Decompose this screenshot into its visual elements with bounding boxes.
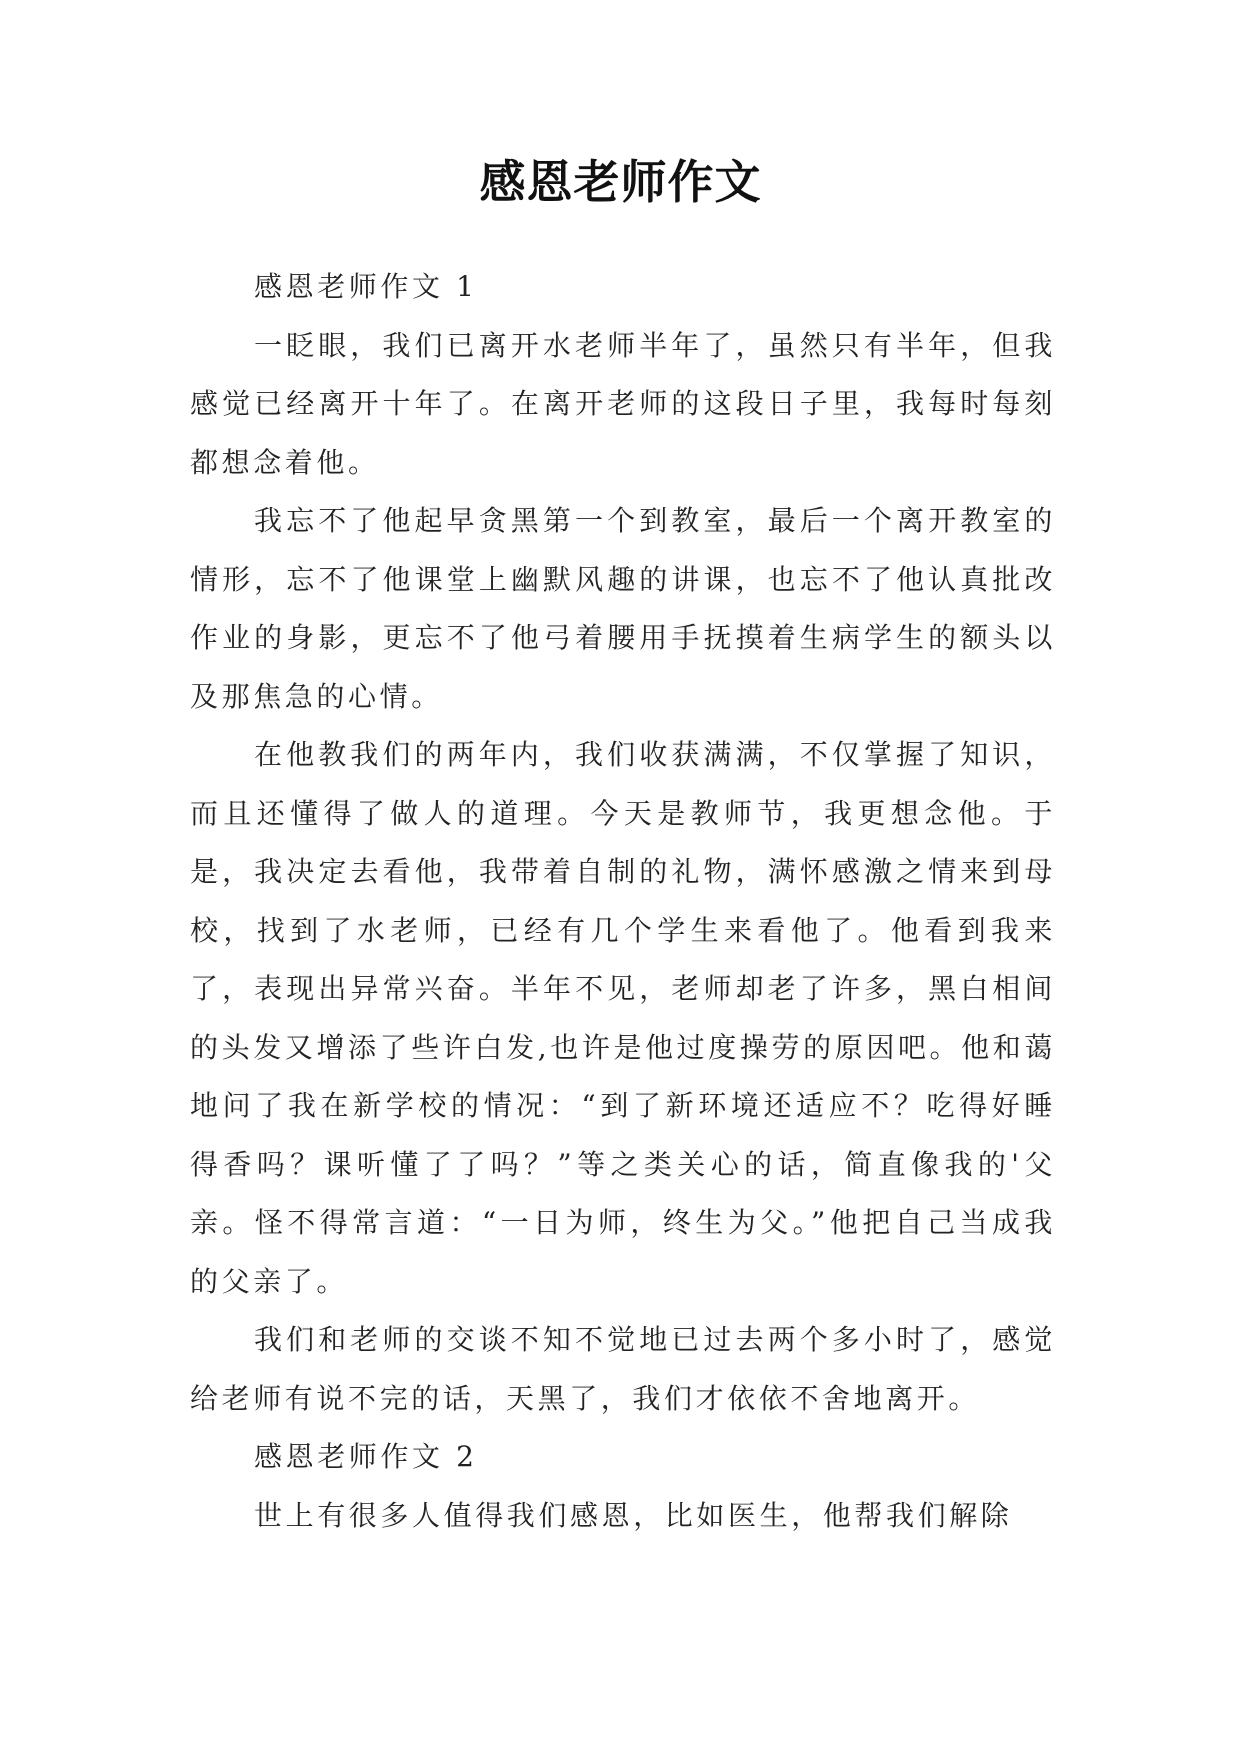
paragraph-4: 我们和老师的交谈不知不觉地已过去两个多小时了，感觉给老师有说不完的话，天黑了，我们才依依不舍地离开。 bbox=[190, 1323, 1056, 1415]
document-title: 感恩老师作文 bbox=[479, 155, 762, 209]
document-body bbox=[190, 258, 1056, 1545]
paragraph-1: 一眨眼，我们已离开水老师半年了，虽然只有半年，但我感觉已经离开十年了。在离开老师的这段日子里，我每时每刻都想念着他。 bbox=[190, 328, 1056, 479]
section-heading-1: 感恩老师作文 1 bbox=[254, 270, 478, 303]
paragraph-5: 世上有很多人值得我们感恩，比如医生，他帮我们解除 bbox=[254, 1498, 1013, 1532]
section-heading-2: 感恩老师作文 2 bbox=[254, 1440, 478, 1473]
paragraph-3: 在他教我们的两年内，我们收获满满，不仅掌握了知识，而且还懂得了做人的道理。今天是教师节，我更想念他。于是，我决定去看他，我带着自制的礼物，满怀感激之情来到母校，找到了水老师，已经有几个学生来看他了。他看到我来了，表现出异常兴奋。半年不见，老师却老了许多，黑白相间的头发又增添了些许白发,也许是他过度操劳的原因吧。他和蔼地问了我在新学校的情况：“到了新环境还适应不？吃得好睡得香吗？课听懂了了吗？”等之类关心的话，简直像我的'父亲。怪不得常言道：“一日为师，终生为父。”他把自己当成我的父亲了。 bbox=[190, 738, 1056, 1298]
paragraph-2: 我忘不了他起早贪黑第一个到教室，最后一个离开教室的情形，忘不了他课堂上幽默风趣的讲课，也忘不了他认真批改作业的身影，更忘不了他弓着腰用手抚摸着生病学生的额头以及那焦急的心情。 bbox=[190, 504, 1056, 713]
